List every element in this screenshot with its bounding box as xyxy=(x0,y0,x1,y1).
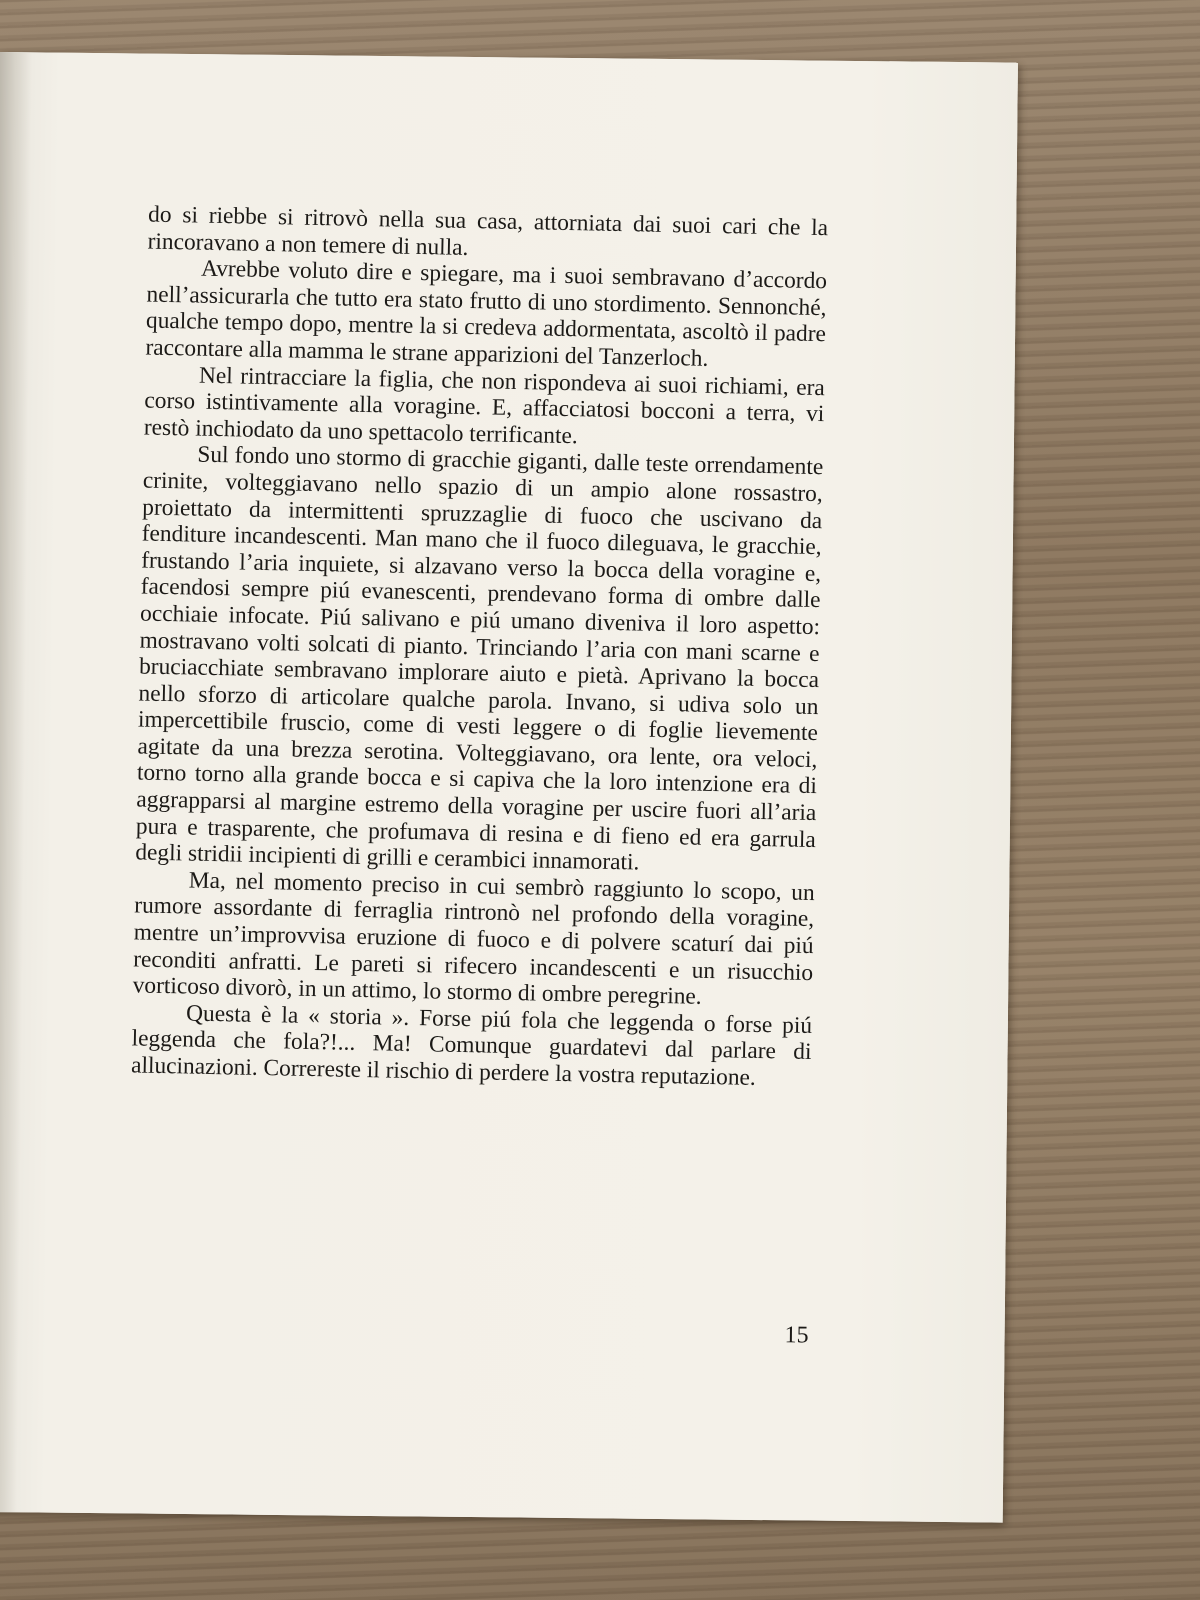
paragraph-2: Avrebbe voluto dire e spiegare, ma i suoi sembravano d’accordo nell’assicurarla che tutto era stato frutto di uno stordimento. Sennonché, qualche tempo dopo, mentre la si credeva addormentata, ascoltò il padre raccontare alla mamma le strane apparizioni del Tanzerloch. xyxy=(145,255,828,372)
paragraph-5: Ma, nel momento preciso in cui sembrò raggiunto lo scopo, un rumore assordante di ferraglia rintronò nel profondo della voragine, mentre un’improvvisa eruzione di fuoco e di polvere scaturí dai piú reconditi anfratti. Le pareti si rifecero incandescenti e un risucchio vorticoso divorò, in un attimo, lo stormo di ombre peregrine. xyxy=(132,867,815,1011)
body-text xyxy=(131,202,828,1093)
paragraph-4: Sul fondo uno stormo di gracchie giganti, dalle teste orrendamente crinite, volteggiavano nello spazio di un ampio alone rossastro, proiettato da intermittenti spruzzaglie di fuoco che uscivano da fenditure incandescenti. Man mano che il fuoco dileguava, le gracchie, frustando l’aria inquiete, si alzavano verso la bocca della voragine e, facendosi sempre piú evanescenti, prendevano forma di ombre dalle occhiaie infocate. Piú salivano e piú umano diveniva il loro aspetto: mostravano volti solcati di pianto. Trinciando l’aria con mani scarne e bruciacchiate sembravano implorare aiuto e pietà. Aprivano la bocca nello sforzo di articolare qualche parola. Invano, si udiva solo un impercettibile fruscio, come di vesti leggere o di foglie lievemente agitate da una brezza serotina. Volteggiavano, ora lente, ora veloci, torno torno alla grande bocca e si capiva che la loro intenzione era di aggrapparsi al margine estremo della voragine per uscire fuori all’aria pura e trasparente, che profumava di resina e di fieno ed era garrula degli stridii incipienti di grilli e cerambici innamorati. xyxy=(135,441,824,876)
paragraph-6: Questa è la « storia ». Forse piú fola che leggenda o forse piú leggenda che fola?!... Ma! Comunque guardatevi dal parlare di allucinazioni. Correreste il rischio di perdere la vostra reputazione. xyxy=(130,1000,813,1091)
page-gutter xyxy=(0,52,32,1512)
paragraph-3: Nel rintracciare la figlia, che non rispondeva ai suoi richiami, era corso istintivamente alla voragine. E, affacciatosi bocconi a terra, vi restò inchiodato da uno spettacolo terrificante. xyxy=(143,362,826,449)
book-page xyxy=(0,52,1018,1523)
paragraph-1: do si riebbe si ritrovò nella sua casa, attorniata dai suoi cari che la rincoravano a non temere di nulla. xyxy=(147,201,829,261)
page-number: 15 xyxy=(784,1322,809,1349)
